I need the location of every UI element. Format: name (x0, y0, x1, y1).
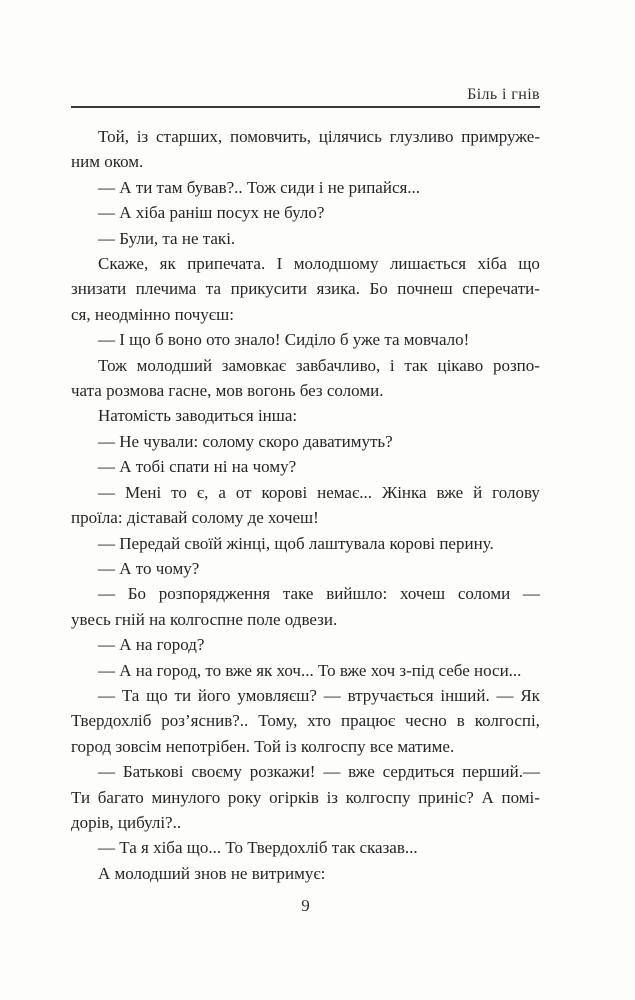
word: хіба (477, 254, 507, 274)
word: — (323, 685, 341, 705)
word: його (197, 685, 231, 705)
text-line: — А на город? (98, 635, 205, 655)
word: сердиться (382, 762, 455, 782)
word: розпорядження (158, 584, 271, 604)
text-line: — Та я хіба що... То Твердохліб так сказав... (98, 838, 418, 858)
word: — (323, 762, 341, 782)
paragraph (71, 403, 540, 428)
text-line (71, 124, 540, 149)
text-line (71, 683, 540, 708)
word: — (98, 762, 115, 782)
word: — (98, 685, 115, 705)
word: умовляєш? (237, 685, 317, 705)
word: що (146, 685, 168, 705)
word: старших, (156, 127, 223, 146)
text-line: — А на город, то вже як хоч... То вже хоч з-під себе носи... (98, 660, 522, 680)
word: є, (196, 482, 209, 502)
word: Скаже, (98, 254, 149, 274)
word: Бо (369, 279, 388, 299)
word: і (389, 355, 395, 375)
body-text (71, 124, 540, 886)
word: Як (520, 685, 540, 705)
word: року (227, 787, 262, 807)
word: із (326, 787, 339, 807)
text-line: А молодший знов не витримує: (98, 863, 326, 883)
text-line (71, 708, 540, 733)
text-line: увесь гній на колгоспне поле одвези. (71, 609, 338, 629)
text-line (71, 276, 540, 301)
word: втручається (347, 685, 434, 705)
text-line (71, 785, 540, 810)
paragraph (71, 200, 540, 225)
word: І (276, 254, 283, 274)
text-line: — Не чували: солому скоро даватимуть? (98, 431, 393, 451)
text-line: — І що б воно ото знало! Сиділо б уже та мовчало! (98, 330, 470, 350)
header-rule (71, 106, 540, 108)
text-line (71, 480, 540, 505)
word: вже (348, 762, 375, 782)
paragraph (71, 124, 540, 175)
word: ти (174, 685, 192, 705)
word: в (456, 711, 465, 731)
word: Той, (98, 127, 129, 146)
word: Бо (127, 584, 147, 604)
word: — (522, 584, 540, 604)
word: розкажи! (249, 762, 316, 782)
word: як (159, 254, 176, 274)
paragraph (71, 175, 540, 200)
word: розпо- (492, 355, 540, 375)
word: чесно (405, 711, 447, 731)
word: цікаво (437, 355, 484, 375)
word: хто (307, 711, 332, 731)
word: корові (261, 482, 308, 502)
word: молодшому (293, 254, 379, 274)
word: помі- (501, 787, 540, 807)
word: багато (97, 787, 144, 807)
paragraph (71, 861, 540, 886)
word: — (98, 482, 115, 502)
word: Тому, (258, 711, 298, 731)
word: то (171, 482, 187, 502)
paragraph (71, 632, 540, 657)
text-line: ним оком. (71, 152, 144, 172)
word: приніс? (418, 787, 474, 807)
word: інший. (440, 685, 490, 705)
paragraph (71, 226, 540, 251)
word: помовчить, (229, 127, 311, 146)
word: й (473, 482, 483, 502)
word: Жінка (381, 482, 427, 502)
word: припечата. (187, 254, 266, 274)
word: знизати (71, 279, 127, 299)
word: своєму (191, 762, 242, 782)
word: Тож (98, 355, 127, 375)
word: завбачливо, (295, 355, 381, 375)
paragraph (71, 480, 540, 531)
word: та (205, 279, 222, 299)
text-line: — А то чому? (98, 558, 200, 578)
word: Батькові (122, 762, 184, 782)
page-number: 9 (301, 896, 310, 915)
word: Ти (71, 787, 91, 807)
text-line: ся, неодмінно почуєш: (71, 304, 234, 324)
text-line: — Були, та не такі. (98, 228, 236, 248)
text-line: — А тобі спати ні на чому? (98, 457, 297, 477)
text-line (71, 759, 540, 784)
word: немає... (317, 482, 373, 502)
word: колгоспу (345, 787, 411, 807)
text-line: город зовсім непотрібен. Той із колгоспу все матиме. (71, 736, 455, 756)
word: лишається (389, 254, 467, 274)
paragraph (71, 327, 540, 352)
text-line: дорів, цибулі?.. (71, 812, 182, 832)
word: роз’яснив?.. (161, 711, 249, 731)
paragraph (71, 531, 540, 556)
word: примруже- (461, 127, 540, 146)
text-line: проїла: діставай солому де хочеш! (71, 508, 319, 528)
running-header-title: Біль і гнів (467, 86, 540, 103)
paragraph (71, 581, 540, 632)
paragraph (71, 658, 540, 683)
word: хочеш (400, 584, 446, 604)
word: цілячись (318, 127, 382, 146)
word: огірків (269, 787, 319, 807)
word: таке (282, 584, 314, 604)
word: вже (436, 482, 464, 502)
word: почнеш (397, 279, 453, 299)
word: із (136, 127, 149, 146)
word: молодший (136, 355, 213, 375)
word: що (518, 254, 540, 274)
paragraph (71, 759, 540, 835)
word: так (404, 355, 428, 375)
word: колгоспі, (474, 711, 540, 731)
word: прикусити (230, 279, 307, 299)
paragraph (71, 683, 540, 759)
word: — (496, 685, 514, 705)
text-line: Натомість заводиться інша: (98, 406, 298, 426)
paragraph (71, 835, 540, 860)
word: Твердохліб (71, 711, 152, 731)
paragraph (71, 556, 540, 581)
word: Та (121, 685, 140, 705)
word: замовкає (221, 355, 287, 375)
paragraph (71, 429, 540, 454)
word: от (235, 482, 252, 502)
word: працює (340, 711, 396, 731)
text-line (71, 251, 540, 276)
word: — (98, 584, 115, 604)
text-line: чата розмова гасне, мов вогонь без соломи. (71, 381, 384, 401)
word: голову (492, 482, 540, 502)
paragraph (71, 353, 540, 404)
word: сперечати- (462, 279, 540, 299)
word: перший.— (462, 762, 540, 782)
word: А (481, 787, 494, 807)
word: вийшло: (326, 584, 388, 604)
word: язика. (316, 279, 360, 299)
text-line (71, 353, 540, 378)
word: соломи (457, 584, 511, 604)
word: а (218, 482, 226, 502)
text-line: — А ти там бував?.. Тож сиди і не рипайся... (98, 177, 421, 197)
text-line: — А хіба раніш посух не було? (98, 203, 325, 223)
paragraph (71, 251, 540, 327)
word: Мені (124, 482, 162, 502)
paragraph (71, 454, 540, 479)
word: глузливо (389, 127, 454, 146)
word: плечима (135, 279, 197, 299)
text-line (71, 581, 540, 606)
word: минулого (151, 787, 221, 807)
text-line: — Передай своїй жінці, щоб лаштувала корові перину. (98, 533, 494, 553)
